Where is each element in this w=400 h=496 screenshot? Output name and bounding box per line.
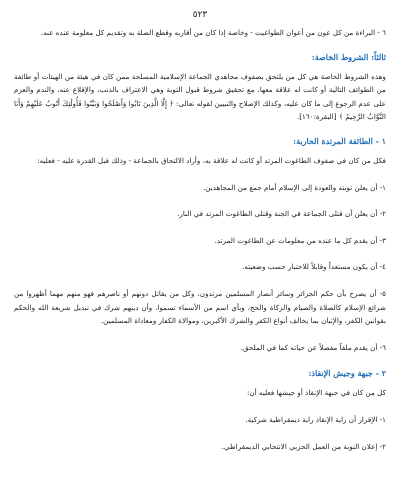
apostate-group-lead: فكل من كان في صفوف الطاغوت المرتد أو كانت له علاقة به، وأراد الالتحاق بالجماعة - وذلك قبل القدرة عليه - فعليه:: [37, 155, 386, 165]
special-conditions-paragraph: وهذه الشروط الخاصة هي كل من يلتحق بصفوف مجاهدي الجماعة الإسلامية المسلحة ممن كان في هيئة من الهيئات أو طائفة من الطوائف التالية أو كانت له علاقة معها، مع تحقيق شروط قبول التوبة وهي الاعتراف بالذنب، والإقلاع عنه، والندم والعزم على عدم الرجوع إلى ما كان عليه، وكذلك الإصلاح والتبيين لقوله تعالى: ﴿ إِلَّا الَّذِينَ تَابُوا وَأَصْلَحُوا وَبَيَّنُوا فَأُولَٰئِكَ أَتُوبُ عَلَيْهِمْ وَأَنَا التَّوَّابُ الرَّحِيمُ ﴾ [البقرة:١٦٠].: [14, 71, 386, 122]
list-item: ١- الإقرار أن راية الإنقاذ راية ديمقراطية شركية.: [245, 414, 386, 424]
list-item: ٤- أن يكون مستعداً وقابلاً للاختبار حسب وضعيته.: [242, 262, 386, 272]
list-item: ٣- أن يقدم كل ما عنده من معلومات عن الطاغوت المرتد.: [214, 235, 386, 245]
list-item: ٢- إعلان التوبة من العمل الحزبي الانتخابي الديمقراطي.: [221, 441, 386, 451]
intro-list-item: ٦ - البراءة من كل عون من أعوان الطواغيت - وخاصة إذا كان من أقاربه وقطع الصلة به وتقديم كل معلومة عنده عنه.: [40, 28, 386, 37]
list-item: ٦- أن يقدم ملفاً مفصلاً عن حياته كما في الملحق.: [240, 342, 386, 352]
page-number: ٥٢٣: [192, 10, 208, 20]
section-heading-apostate-group: ١ - الطائفة المرتدة الحاربة:: [293, 135, 386, 146]
list-item: ٥- أن يصرح بأن حكم الجزائر وسائر أنصار المسلمين مرتدون، وكل من يقاتل دونهم أو ناصرهم فهو منهم مهما أظهروا من شرائع الإسلام كالصلاة والصيام والزكاة والحج، وبأي اسم من الأسماء تسموا، وأن دينهم شرك في تبديل شريعة الله والحكم بقوانين الكفر، والإتيان بما يخالف أنواع الكفر والشرك الأكبرين، وموالاة الكفار ومعاداة المسلمين.: [14, 288, 386, 326]
section-heading-special-conditions: ثالثاً: الشروط الخاصة:: [311, 51, 386, 62]
section-heading-salvation-front: ٢ - جبهة وجيش الإنقاذ:: [308, 368, 386, 379]
list-item: ١- أن يعلن توبته والعودة إلى الإسلام أمام جمع من المجاهدين.: [202, 182, 386, 192]
salvation-front-lead: كل من كان في جبهة الإنقاذ أو جيشها فعليه أن:: [247, 388, 386, 398]
list-item: ٢- أن يعلن أن قتلى الجماعة في الجنة وقتلى الطاغوت المرتد في النار.: [177, 209, 386, 219]
